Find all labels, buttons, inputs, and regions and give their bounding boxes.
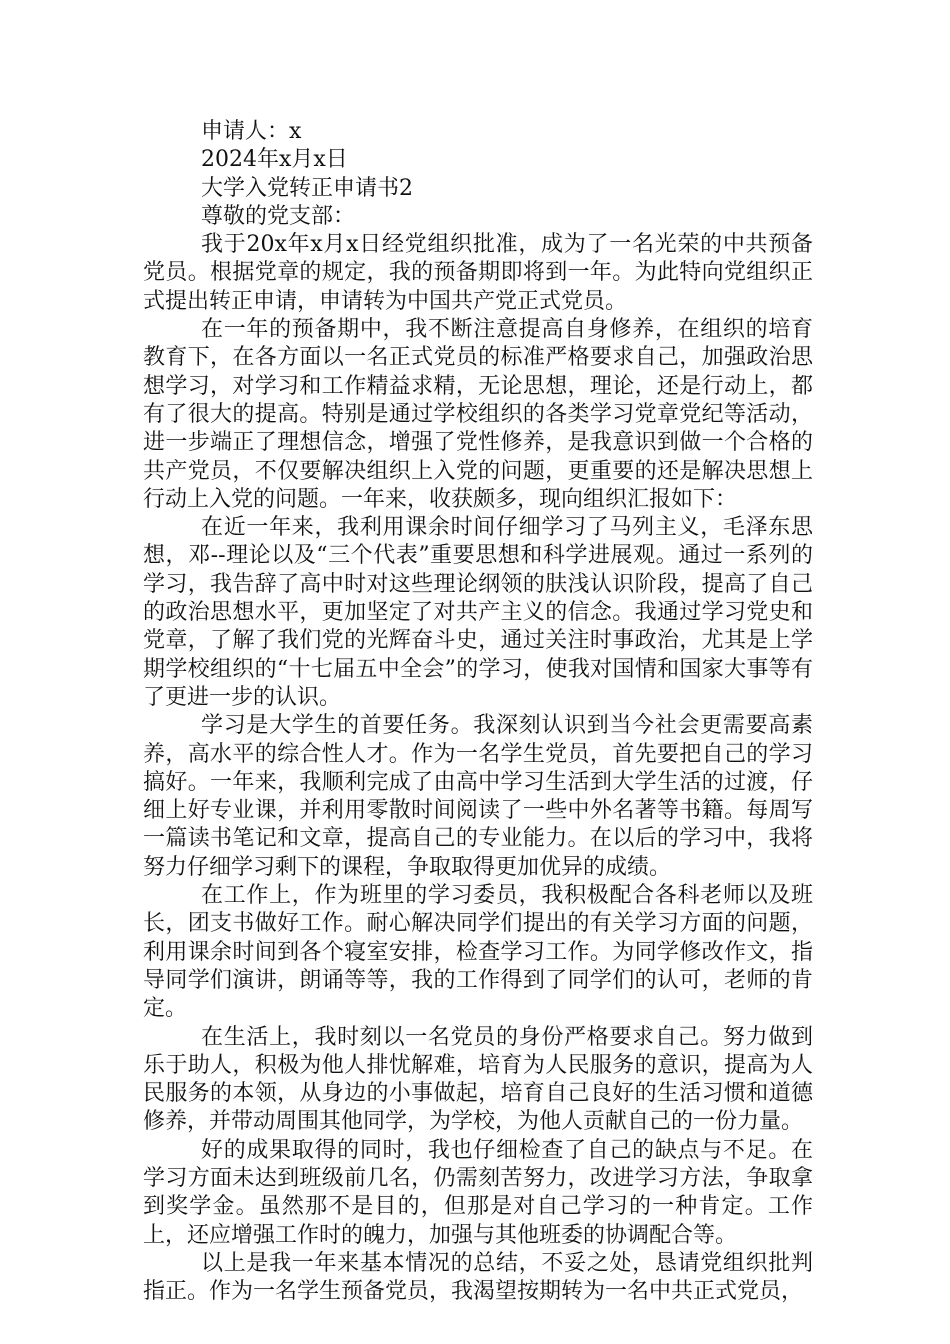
document-title: 大学入党转正申请书2 bbox=[201, 175, 413, 201]
paragraph-3: 在近一年来，我利用课余时间仔细学习了马列主义，毛泽东思想，邓--理论以及“三个代表”重要思想和科学进展观。通过一系列的学习，我告辞了高中时对这些理论纲领的肤浅认识阶段，提高了自己的政治思想水平，更加坚定了对共产主义的信念。我通过学习党史和党章，了解了我们党的光辉奋斗史，通过关注时事政治，尤其是上学期学校组织的“十七届五中全会”的学习，使我对国情和国家大事等有了更进一步的认识。 bbox=[143, 515, 813, 710]
paragraph-7: 好的成果取得的同时，我也仔细检查了自己的缺点与不足。在学习方面未达到班级前几名，仍需刻苦努力，改进学习方法，争取拿到奖学金。虽然那不是目的，但那是对自己学习的一种肯定。工作上，还应增强工作时的魄力，加强与其他班委的协调配合等。 bbox=[143, 1137, 813, 1248]
document-page bbox=[143, 118, 813, 1306]
paragraph-8: 以上是我一年来基本情况的总结，不妥之处，恳请党组织批判指正。作为一名学生预备党员，我渴望按期转为一名中共正式党员， bbox=[143, 1250, 813, 1305]
paragraph-1: 我于20x年x月x日经党组织批准，成为了一名光荣的中共预备党员。根据党章的规定，我的预备期即将到一年。为此特向党组织正式提出转正申请，申请转为中国共产党正式党员。 bbox=[143, 232, 813, 314]
applicant-line: 申请人：x bbox=[201, 119, 302, 144]
paragraph-5: 在工作上，作为班里的学习委员，我积极配合各科老师以及班长，团支书做好工作。耐心解决同学们提出的有关学习方面的问题，利用课余时间到各个寝室安排，检查学习工作。为同学修改作文，指导同学们演讲，朗诵等等，我的工作得到了同学们的认可，老师的肯定。 bbox=[143, 883, 813, 1022]
salutation: 尊敬的党支部： bbox=[201, 203, 356, 229]
paragraph-4: 学习是大学生的首要任务。我深刻认识到当今社会更需要高素养，高水平的综合性人才。作为一名学生党员，首先要把自己的学习搞好。一年来，我顺利完成了由高中学习生活到大学生活的过渡，仔细上好专业课，并利用零散时间阅读了一些中外名著等书籍。每周写一篇读书笔记和文章，提高自己的专业能力。在以后的学习中，我将努力仔细学习剩下的课程，争取取得更加优异的成绩。 bbox=[143, 713, 813, 880]
date-line: 2024年x月x日 bbox=[201, 147, 348, 173]
paragraph-2: 在一年的预备期中，我不断注意提高自身修养，在组织的培育教育下，在各方面以一名正式党员的标准严格要求自己，加强政治思想学习，对学习和工作精益求精，无论思想，理论，还是行动上，都有了很大的提高。特别是通过学校组织的各类学习党章党纪等活动，进一步端正了理想信念，增强了党性修养，是我意识到做一个合格的共产党员，不仅要解决组织上入党的问题，更重要的还是解决思想上行动上入党的问题。一年来，收获颇多，现向组织汇报如下： bbox=[143, 317, 813, 512]
paragraph-6: 在生活上，我时刻以一名党员的身份严格要求自己。努力做到乐于助人，积极为他人排忧解难，培育为人民服务的意识，提高为人民服务的本领，从身边的小事做起，培育自己良好的生活习惯和道德修养，并带动周围其他同学，为学校，为他人贡献自己的一份力量。 bbox=[143, 1024, 813, 1135]
